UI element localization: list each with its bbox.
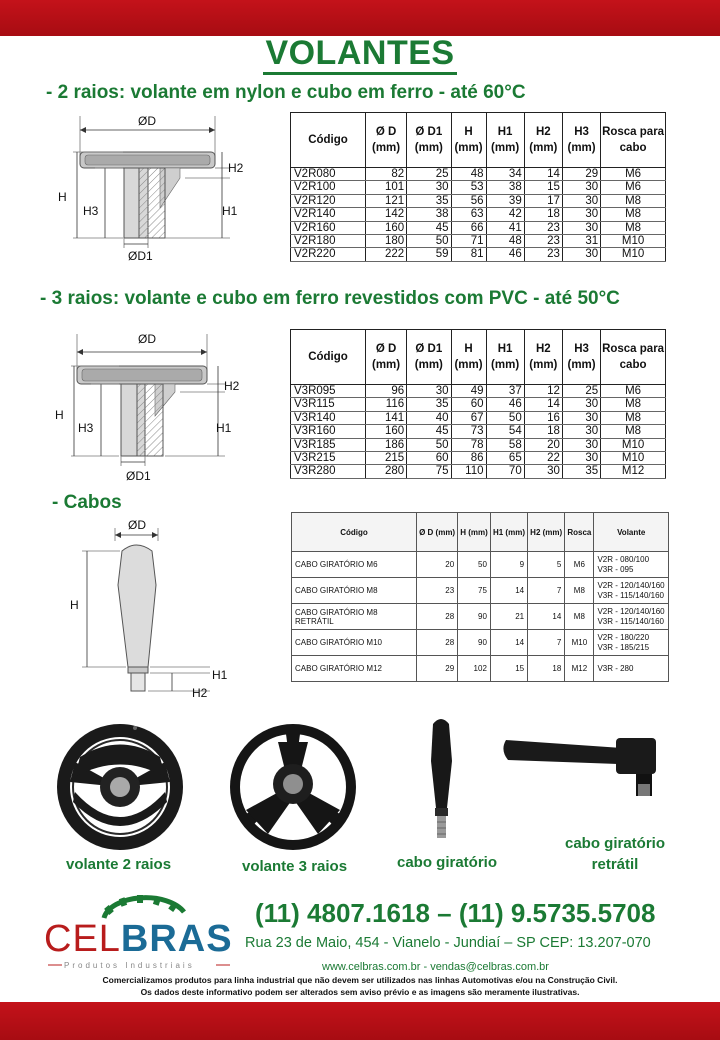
- cabo-giratorio-photo: [420, 716, 470, 846]
- volante-compat-line: V3R - 095: [597, 564, 634, 574]
- section-3-raios-heading: - 3 raios: volante e cubo em ferro revestidos com PVC - até 50°C: [40, 288, 620, 309]
- volante-compat-line: V3R - 115/140/160: [597, 590, 665, 600]
- table-cell: 14: [524, 398, 562, 411]
- contact-phone: (11) 4807.1618 – (11) 9.5735.5708: [255, 898, 656, 928]
- table-cell: 30: [562, 452, 600, 465]
- table-cell: V2R220: [291, 248, 366, 261]
- disclaimer-line-1: Comercializamos produtos para linha industrial que não devem ser utilizados nas linhas Automotivas e/ou na Construção Civil.: [102, 975, 618, 985]
- table-row: [291, 438, 666, 451]
- table-cell: 63: [451, 208, 486, 221]
- volante-compat-line: V3R - 115/140/160: [597, 616, 665, 626]
- column-header: H2 (mm): [524, 113, 562, 168]
- table-cell: 14: [524, 168, 562, 181]
- table-cell: 23: [524, 248, 562, 261]
- table-cell: 86: [451, 452, 486, 465]
- table-cell: 25: [407, 168, 451, 181]
- table-cell: 38: [407, 208, 451, 221]
- table-cell: 20: [524, 438, 562, 451]
- table-row: [291, 425, 666, 438]
- column-header: Rosca para cabo: [601, 330, 666, 385]
- volante-compat-line: V2R - 080/100: [597, 554, 650, 564]
- table-cell: V3R160: [291, 425, 366, 438]
- table-cell: 54: [486, 425, 524, 438]
- table-row: [291, 398, 666, 411]
- table-cell: V3R280: [291, 465, 366, 478]
- column-header: H (mm): [451, 113, 486, 168]
- table-cell: 48: [451, 168, 486, 181]
- table-cell: 14: [528, 604, 565, 630]
- table-cell: 22: [524, 452, 562, 465]
- table-cell-volante: [594, 552, 669, 578]
- table-cell: V2R160: [291, 221, 366, 234]
- table-cell: 102: [458, 656, 491, 682]
- section-cabos-heading: - Cabos: [52, 492, 122, 513]
- caption-volante-2-raios: volante 2 raios: [66, 856, 172, 873]
- table-cell: 66: [451, 221, 486, 234]
- table-row: [291, 194, 666, 207]
- table-cell: 28: [417, 630, 458, 656]
- table-row: [292, 578, 669, 604]
- table-cell: 14: [490, 578, 527, 604]
- table-cell: CABO GIRATÓRIO M6: [292, 552, 417, 578]
- table-cell: 18: [528, 656, 565, 682]
- table-cell: 38: [486, 181, 524, 194]
- column-header: Volante: [594, 513, 669, 552]
- table-cell: M8: [565, 578, 594, 604]
- table-cell: 42: [486, 208, 524, 221]
- table-cell: 49: [451, 385, 486, 398]
- table-cell: 65: [486, 452, 524, 465]
- table-row: [292, 656, 669, 682]
- label-h3: H3: [83, 204, 99, 218]
- table-cell: 70: [486, 465, 524, 478]
- table-row: [291, 221, 666, 234]
- column-header: H1 (mm): [486, 113, 524, 168]
- table-cell: 7: [528, 630, 565, 656]
- table-cell: 56: [451, 194, 486, 207]
- label-h3: H3: [78, 421, 94, 435]
- cabo-giratorio-drawing: [60, 525, 220, 705]
- table-cell: 160: [366, 221, 407, 234]
- table-cell: V3R140: [291, 411, 366, 424]
- table-cell: V3R095: [291, 385, 366, 398]
- table-cell: V2R080: [291, 168, 366, 181]
- column-header: Ø D (mm): [366, 330, 407, 385]
- column-header: Código: [291, 113, 366, 168]
- celbras-logo-tagline: Produtos Industriais: [64, 961, 195, 970]
- table-cell: 40: [407, 411, 451, 424]
- table-cell: 30: [562, 221, 600, 234]
- table-cell: 25: [562, 385, 600, 398]
- table-cell: 20: [417, 552, 458, 578]
- table-cell: M12: [601, 465, 666, 478]
- table-cell: 23: [417, 578, 458, 604]
- table-cell: 45: [407, 425, 451, 438]
- table-cell: M6: [601, 385, 666, 398]
- table-cell: M6: [601, 181, 666, 194]
- column-header: Ø D (mm): [366, 113, 407, 168]
- table-row: [292, 630, 669, 656]
- table-cell: 45: [407, 221, 451, 234]
- table-cabos: [291, 512, 669, 682]
- table-cell: 18: [524, 425, 562, 438]
- volante-2-raios-drawing: [55, 108, 255, 268]
- table-cell: 50: [407, 438, 451, 451]
- table-cell: 121: [366, 194, 407, 207]
- table-cell: V3R115: [291, 398, 366, 411]
- table-cell: M8: [601, 411, 666, 424]
- table-row: [291, 248, 666, 261]
- table-cell: M10: [601, 438, 666, 451]
- table-cell: 75: [407, 465, 451, 478]
- table-cell: 30: [562, 248, 600, 261]
- table-cell: 75: [458, 578, 491, 604]
- caption-cabo-giratorio: cabo giratório: [397, 854, 498, 871]
- caption-volante-3-raios: volante 3 raios: [242, 858, 348, 875]
- table-cell: 5: [528, 552, 565, 578]
- table-cell: 30: [562, 411, 600, 424]
- label-diameter-d1: ØD1: [128, 249, 153, 263]
- label-diameter-d: ØD: [138, 114, 156, 128]
- table-cell: 37: [486, 385, 524, 398]
- table-row: [291, 385, 666, 398]
- volante-compat-line: V2R - 180/220: [597, 632, 650, 642]
- volante-compat-line: V2R - 120/140/160: [597, 580, 665, 590]
- label-h1: H1: [216, 421, 232, 435]
- volante-compat-line: V3R - 185/215: [597, 642, 650, 652]
- table-cell: 7: [528, 578, 565, 604]
- table-cell: 82: [366, 168, 407, 181]
- cabo-giratorio-retratil-photo: [498, 728, 668, 808]
- page-title: VOLANTES: [0, 34, 720, 73]
- label-h2: H2: [192, 686, 208, 700]
- table-cell: V2R100: [291, 181, 366, 194]
- label-diameter-d: ØD: [128, 518, 146, 532]
- table-cell: 30: [407, 385, 451, 398]
- table-cell: 14: [490, 630, 527, 656]
- bottom-red-bar: [0, 1002, 720, 1040]
- table-cell: 35: [562, 465, 600, 478]
- table-cell: 81: [451, 248, 486, 261]
- table-cell: 16: [524, 411, 562, 424]
- table-cell: 96: [366, 385, 407, 398]
- volante-compat-line: V2R - 120/140/160: [597, 606, 665, 616]
- table-cell: 18: [524, 208, 562, 221]
- caption-line-1: cabo giratório: [564, 835, 665, 852]
- table-cell: 59: [407, 248, 451, 261]
- volante-compat-line: V3R - 280: [597, 663, 634, 673]
- table-cell: 50: [407, 235, 451, 248]
- table-cell: 12: [524, 385, 562, 398]
- column-header: Código: [291, 330, 366, 385]
- column-header: H2 (mm): [528, 513, 565, 552]
- table-cell: V3R215: [291, 452, 366, 465]
- table-cell: 101: [366, 181, 407, 194]
- table-cell: 110: [451, 465, 486, 478]
- contact-web-email[interactable]: www.celbras.com.br - vendas@celbras.com.br: [322, 961, 549, 973]
- column-header: H3 (mm): [562, 113, 600, 168]
- table-cell: 30: [524, 465, 562, 478]
- table-cell: 50: [486, 411, 524, 424]
- table-cell: 78: [451, 438, 486, 451]
- table-cell: 30: [562, 438, 600, 451]
- table-cell: 23: [524, 235, 562, 248]
- volante-3-raios-drawing: [55, 328, 255, 488]
- table-cell: 21: [490, 604, 527, 630]
- table-cell: 9: [490, 552, 527, 578]
- table-cell: 180: [366, 235, 407, 248]
- column-header: Ø D1 (mm): [407, 330, 451, 385]
- table-volantes-2-raios: [290, 112, 666, 262]
- table-row: [291, 235, 666, 248]
- column-header: Ø D (mm): [417, 513, 458, 552]
- table-cell: 90: [458, 630, 491, 656]
- table-cell: 34: [486, 168, 524, 181]
- table-cell: 142: [366, 208, 407, 221]
- table-cell: 160: [366, 425, 407, 438]
- table-row: [291, 168, 666, 181]
- table-cell: 46: [486, 248, 524, 261]
- column-header: H1 (mm): [486, 330, 524, 385]
- table-cell: V2R120: [291, 194, 366, 207]
- table-row: [292, 604, 669, 630]
- column-header: Rosca para cabo: [601, 113, 666, 168]
- table-cell: CABO GIRATÓRIO M10: [292, 630, 417, 656]
- top-red-bar: [0, 0, 720, 36]
- table-cell: M8: [601, 425, 666, 438]
- label-h: H: [70, 598, 79, 612]
- table-cell-volante: [594, 656, 669, 682]
- table-cell: M12: [565, 656, 594, 682]
- table-row: [291, 181, 666, 194]
- label-diameter-d: ØD: [138, 332, 156, 346]
- table-cell: 280: [366, 465, 407, 478]
- table-cell: M8: [601, 208, 666, 221]
- table-cell: CABO GIRATÓRIO M8: [292, 578, 417, 604]
- column-header: H3 (mm): [562, 330, 600, 385]
- table-cell: 17: [524, 194, 562, 207]
- table-cell: 73: [451, 425, 486, 438]
- label-h: H: [55, 408, 64, 422]
- caption-line-2: retrátil: [591, 856, 639, 873]
- table-cell: M8: [565, 604, 594, 630]
- label-h2: H2: [228, 161, 244, 175]
- table-cell: V2R140: [291, 208, 366, 221]
- table-cell: 30: [407, 181, 451, 194]
- table-cell: 15: [490, 656, 527, 682]
- column-header: H (mm): [451, 330, 486, 385]
- table-cell: 15: [524, 181, 562, 194]
- table-cell: 58: [486, 438, 524, 451]
- table-cell: 30: [562, 194, 600, 207]
- table-cell: 41: [486, 221, 524, 234]
- table-cell: 30: [562, 181, 600, 194]
- column-header: Ø D1 (mm): [407, 113, 451, 168]
- disclaimer-line-2: Os dados deste informativo podem ser alterados sem aviso prévio e as imagens são meramente ilustrativas.: [140, 987, 580, 997]
- table-cell: 60: [407, 452, 451, 465]
- table-cell: M10: [601, 235, 666, 248]
- table-cell: 50: [458, 552, 491, 578]
- column-header: H2 (mm): [524, 330, 562, 385]
- table-cell: M6: [565, 552, 594, 578]
- table-cell: 29: [562, 168, 600, 181]
- table-cell: V3R185: [291, 438, 366, 451]
- table-cell-volante: [594, 630, 669, 656]
- volante-3-raios-photo: [228, 722, 358, 852]
- table-cell: CABO GIRATÓRIO M8 RETRÁTIL: [292, 604, 417, 630]
- celbras-logo-text: CELBRAS: [44, 918, 233, 960]
- column-header: H (mm): [458, 513, 491, 552]
- volante-2-raios-photo: [55, 722, 185, 852]
- column-header: H1 (mm): [490, 513, 527, 552]
- table-cell: 53: [451, 181, 486, 194]
- table-cell: M10: [601, 248, 666, 261]
- table-cell-volante: [594, 604, 669, 630]
- table-row: [291, 208, 666, 221]
- table-cell: M10: [565, 630, 594, 656]
- table-cell-volante: [594, 578, 669, 604]
- table-cell: 35: [407, 194, 451, 207]
- table-volantes-3-raios: [290, 329, 666, 479]
- table-cell: 67: [451, 411, 486, 424]
- table-cell: CABO GIRATÓRIO M12: [292, 656, 417, 682]
- table-cell: 30: [562, 425, 600, 438]
- table-cell: 116: [366, 398, 407, 411]
- table-cell: 141: [366, 411, 407, 424]
- contact-address: Rua 23 de Maio, 454 - Vianelo - Jundiaí – SP CEP: 13.207-070: [245, 935, 651, 951]
- label-h: H: [58, 190, 67, 204]
- table-cell: 39: [486, 194, 524, 207]
- table-cell: M8: [601, 398, 666, 411]
- caption-cabo-giratorio-retratil: [560, 835, 670, 873]
- table-cell: 46: [486, 398, 524, 411]
- table-row: [291, 452, 666, 465]
- table-cell: M10: [601, 452, 666, 465]
- table-cell: M6: [601, 168, 666, 181]
- table-cell: 90: [458, 604, 491, 630]
- column-header: Código: [292, 513, 417, 552]
- table-cell: 215: [366, 452, 407, 465]
- table-cell: 29: [417, 656, 458, 682]
- table-cell: 30: [562, 208, 600, 221]
- table-cell: 186: [366, 438, 407, 451]
- table-cell: 60: [451, 398, 486, 411]
- label-h1: H1: [212, 668, 228, 682]
- table-cell: 23: [524, 221, 562, 234]
- table-row: [292, 552, 669, 578]
- label-h1: H1: [222, 204, 238, 218]
- table-cell: V2R180: [291, 235, 366, 248]
- table-cell: 71: [451, 235, 486, 248]
- column-header: Rosca: [565, 513, 594, 552]
- table-cell: 28: [417, 604, 458, 630]
- table-cell: M8: [601, 221, 666, 234]
- section-2-raios-heading: - 2 raios: volante em nylon e cubo em ferro - até 60°C: [46, 82, 526, 103]
- table-cell: 35: [407, 398, 451, 411]
- table-cell: 222: [366, 248, 407, 261]
- table-row: [291, 411, 666, 424]
- table-row: [291, 465, 666, 478]
- label-diameter-d1: ØD1: [126, 469, 151, 483]
- table-cell: 48: [486, 235, 524, 248]
- table-cell: M8: [601, 194, 666, 207]
- table-cell: 31: [562, 235, 600, 248]
- label-h2: H2: [224, 379, 240, 393]
- table-cell: 30: [562, 398, 600, 411]
